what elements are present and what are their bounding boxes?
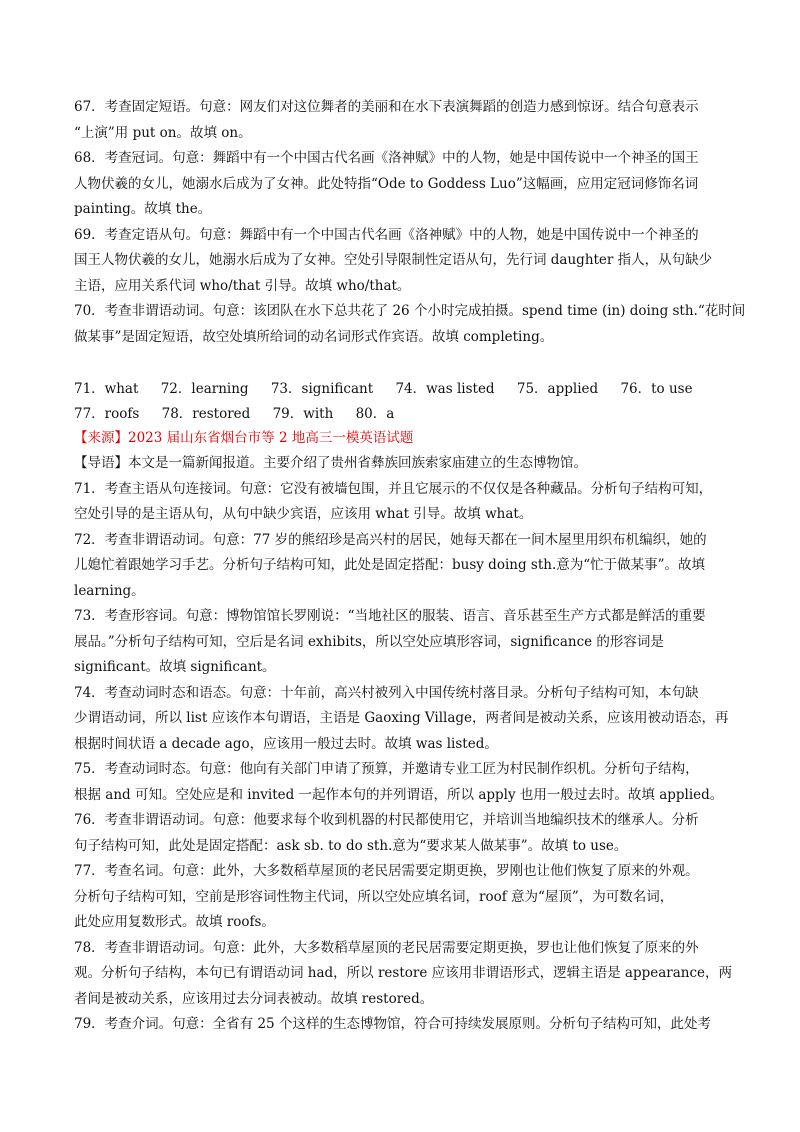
item-68-line-1: 68．考查冠词。句意：舞蹈中有一个中国古代名画《洛神赋》中的人物，她是中国传说中一个神圣的国王 bbox=[74, 150, 699, 166]
item-77-line-2: 分析句子结构可知，空前是形容词性物主代词，所以空处应填名词，roof 意为“屋顶”，为可数名词， bbox=[74, 889, 674, 905]
item-73-line-2: 展品。”分析句子结构可知，空后是名词 exhibits，所以空处应填形容词，significance 的形容词是 bbox=[74, 634, 664, 650]
answer-80: 80．a bbox=[355, 406, 395, 422]
item-78-line-2: 观。分析句子结构，本句已有谓语动词 had，所以 restore 应该用非谓语形式，逻辑主语是 appearance，两 bbox=[74, 965, 733, 981]
item-72-line-1: 72．考查非谓语动词。句意：77 岁的熊绍珍是高兴村的居民，她每天都在一间木屋里用织布机编织，她的 bbox=[74, 532, 707, 548]
item-71-line-1: 71．考查主语从句连接词。句意：它没有被墙包围，并且它展示的不仅仅是各种藏品。分析句子结构可知， bbox=[74, 481, 713, 497]
answer-75: 75．applied bbox=[516, 381, 599, 397]
item-79-line-1: 79．考查介词。句意：全省有 25 个这样的生态博物馆，符合可持续发展原则。分析句子结构可知，此处考 bbox=[74, 1016, 711, 1032]
item-68-line-2: 人物伏羲的女儿，她溺水后成为了女神。此处特指“Ode to Goddess Luo”这幅画，应用定冠词修饰名词 bbox=[74, 176, 699, 192]
item-73-line-3: significant。故填 significant。 bbox=[74, 659, 276, 675]
answer-78: 78．restored bbox=[161, 406, 251, 422]
item-70-line-2: 做某事”是固定短语，故空处填所给词的动名词形式作宾语。故填 completing。 bbox=[74, 329, 554, 345]
item-78-line-1: 78．考查非谓语动词。句意：此外，大多数稻草屋顶的老民居需要定期更换，罗也让他们恢复了原来的外 bbox=[74, 940, 699, 956]
answer-71: 71．what bbox=[74, 381, 139, 397]
item-77-line-3: 此处应用复数形式。故填 roofs。 bbox=[74, 914, 275, 930]
item-69-line-3: 主语，应用关系代词 who/that 引导。故填 who/that。 bbox=[74, 278, 411, 294]
item-77-line-1: 77．考查名词。句意：此外，大多数稻草屋顶的老民居需要定期更换，罗刚也让他们恢复了原来的外观。 bbox=[74, 863, 699, 879]
item-71-line-2: 空处引导的是主语从句，从句中缺少宾语，应该用 what 引导。故填 what。 bbox=[74, 506, 533, 522]
source-line: 【来源】2023 届山东省烟台市等 2 地高三一模英语试题 bbox=[74, 430, 414, 446]
answer-key bbox=[74, 377, 734, 427]
answer-72: 72．learning bbox=[160, 381, 249, 397]
item-76-line-1: 76．考查非谓语动词。句意：他要求每个收到机器的村民都使用它，并培训当地编织技术的继承人。分析 bbox=[74, 812, 699, 828]
answer-74: 74．was listed bbox=[395, 381, 495, 397]
item-78-line-3: 者间是被动关系，应该用过去分词表被动。故填 restored。 bbox=[74, 991, 434, 1007]
item-73-line-1: 73．考查形容词。句意：博物馆馆长罗刚说：“当地社区的服装、语言、音乐甚至生产方式都是鲜活的重要 bbox=[74, 608, 706, 624]
item-69-line-2: 国王人物伏羲的女儿，她溺水后成为了女神。空处引导限制性定语从句，先行词 daughter 指人，从句缺少 bbox=[74, 252, 713, 268]
answer-79: 79．with bbox=[272, 406, 334, 422]
item-72-line-3: learning。 bbox=[74, 583, 145, 599]
item-67-line-1: 67．考查固定短语。句意：网友们对这位舞者的美丽和在水下表演舞蹈的创造力感到惊讶。结合句意表示 bbox=[74, 99, 699, 115]
item-75-line-2: 根据 and 可知。空处应是和 invited 一起作本句的并列谓语，所以 apply 也用一般过去时。故填 applied。 bbox=[74, 787, 724, 803]
item-67-line-2: “上演”用 put on。故填 on。 bbox=[74, 125, 252, 141]
item-69-line-1: 69．考查定语从句。句意：舞蹈中有一个中国古代名画《洛神赋》中的人物，她是中国传说中一个神圣的 bbox=[74, 227, 699, 243]
item-74-line-2: 少谓语动词，所以 list 应该作本句谓语，主语是 Gaoxing Village，两者间是被动关系，应该用被动语态，再 bbox=[74, 710, 729, 726]
answer-77: 77．roofs bbox=[74, 406, 140, 422]
item-75-line-1: 75．考查动词时态。句意：他向有关部门申请了预算，并邀请专业工匠为村民制作织机。分析句子结构， bbox=[74, 761, 699, 777]
item-74-line-3: 根据时间状语 a decade ago，应该用一般过去时。故填 was listed。 bbox=[74, 736, 498, 752]
item-72-line-2: 儿媳忙着跟她学习手艺。分析句子结构可知，此处是固定搭配：busy doing sth.意为“忙于做某事”。故填 bbox=[74, 557, 706, 573]
guide-line: 【导语】本文是一篇新闻报道。主要介绍了贵州省彝族回族索家庙建立的生态博物馆。 bbox=[74, 455, 587, 471]
item-68-line-3: painting。故填 the。 bbox=[74, 201, 212, 217]
item-70-line-1: 70．考查非谓语动词。句意：该团队在水下总共花了 26 个小时完成拍摄。spend time (in) doing sth.“花时间 bbox=[74, 303, 746, 319]
answer-76: 76．to use bbox=[620, 381, 693, 397]
answer-73: 73．significant bbox=[270, 381, 374, 397]
item-74-line-1: 74．考查动词时态和语态。句意：十年前，高兴村被列入中国传统村落目录。分析句子结构可知，本句缺 bbox=[74, 685, 699, 701]
item-76-line-2: 句子结构可知，此处是固定搭配：ask sb. to do sth.意为“要求某人做某事”。故填 to use。 bbox=[74, 838, 628, 854]
